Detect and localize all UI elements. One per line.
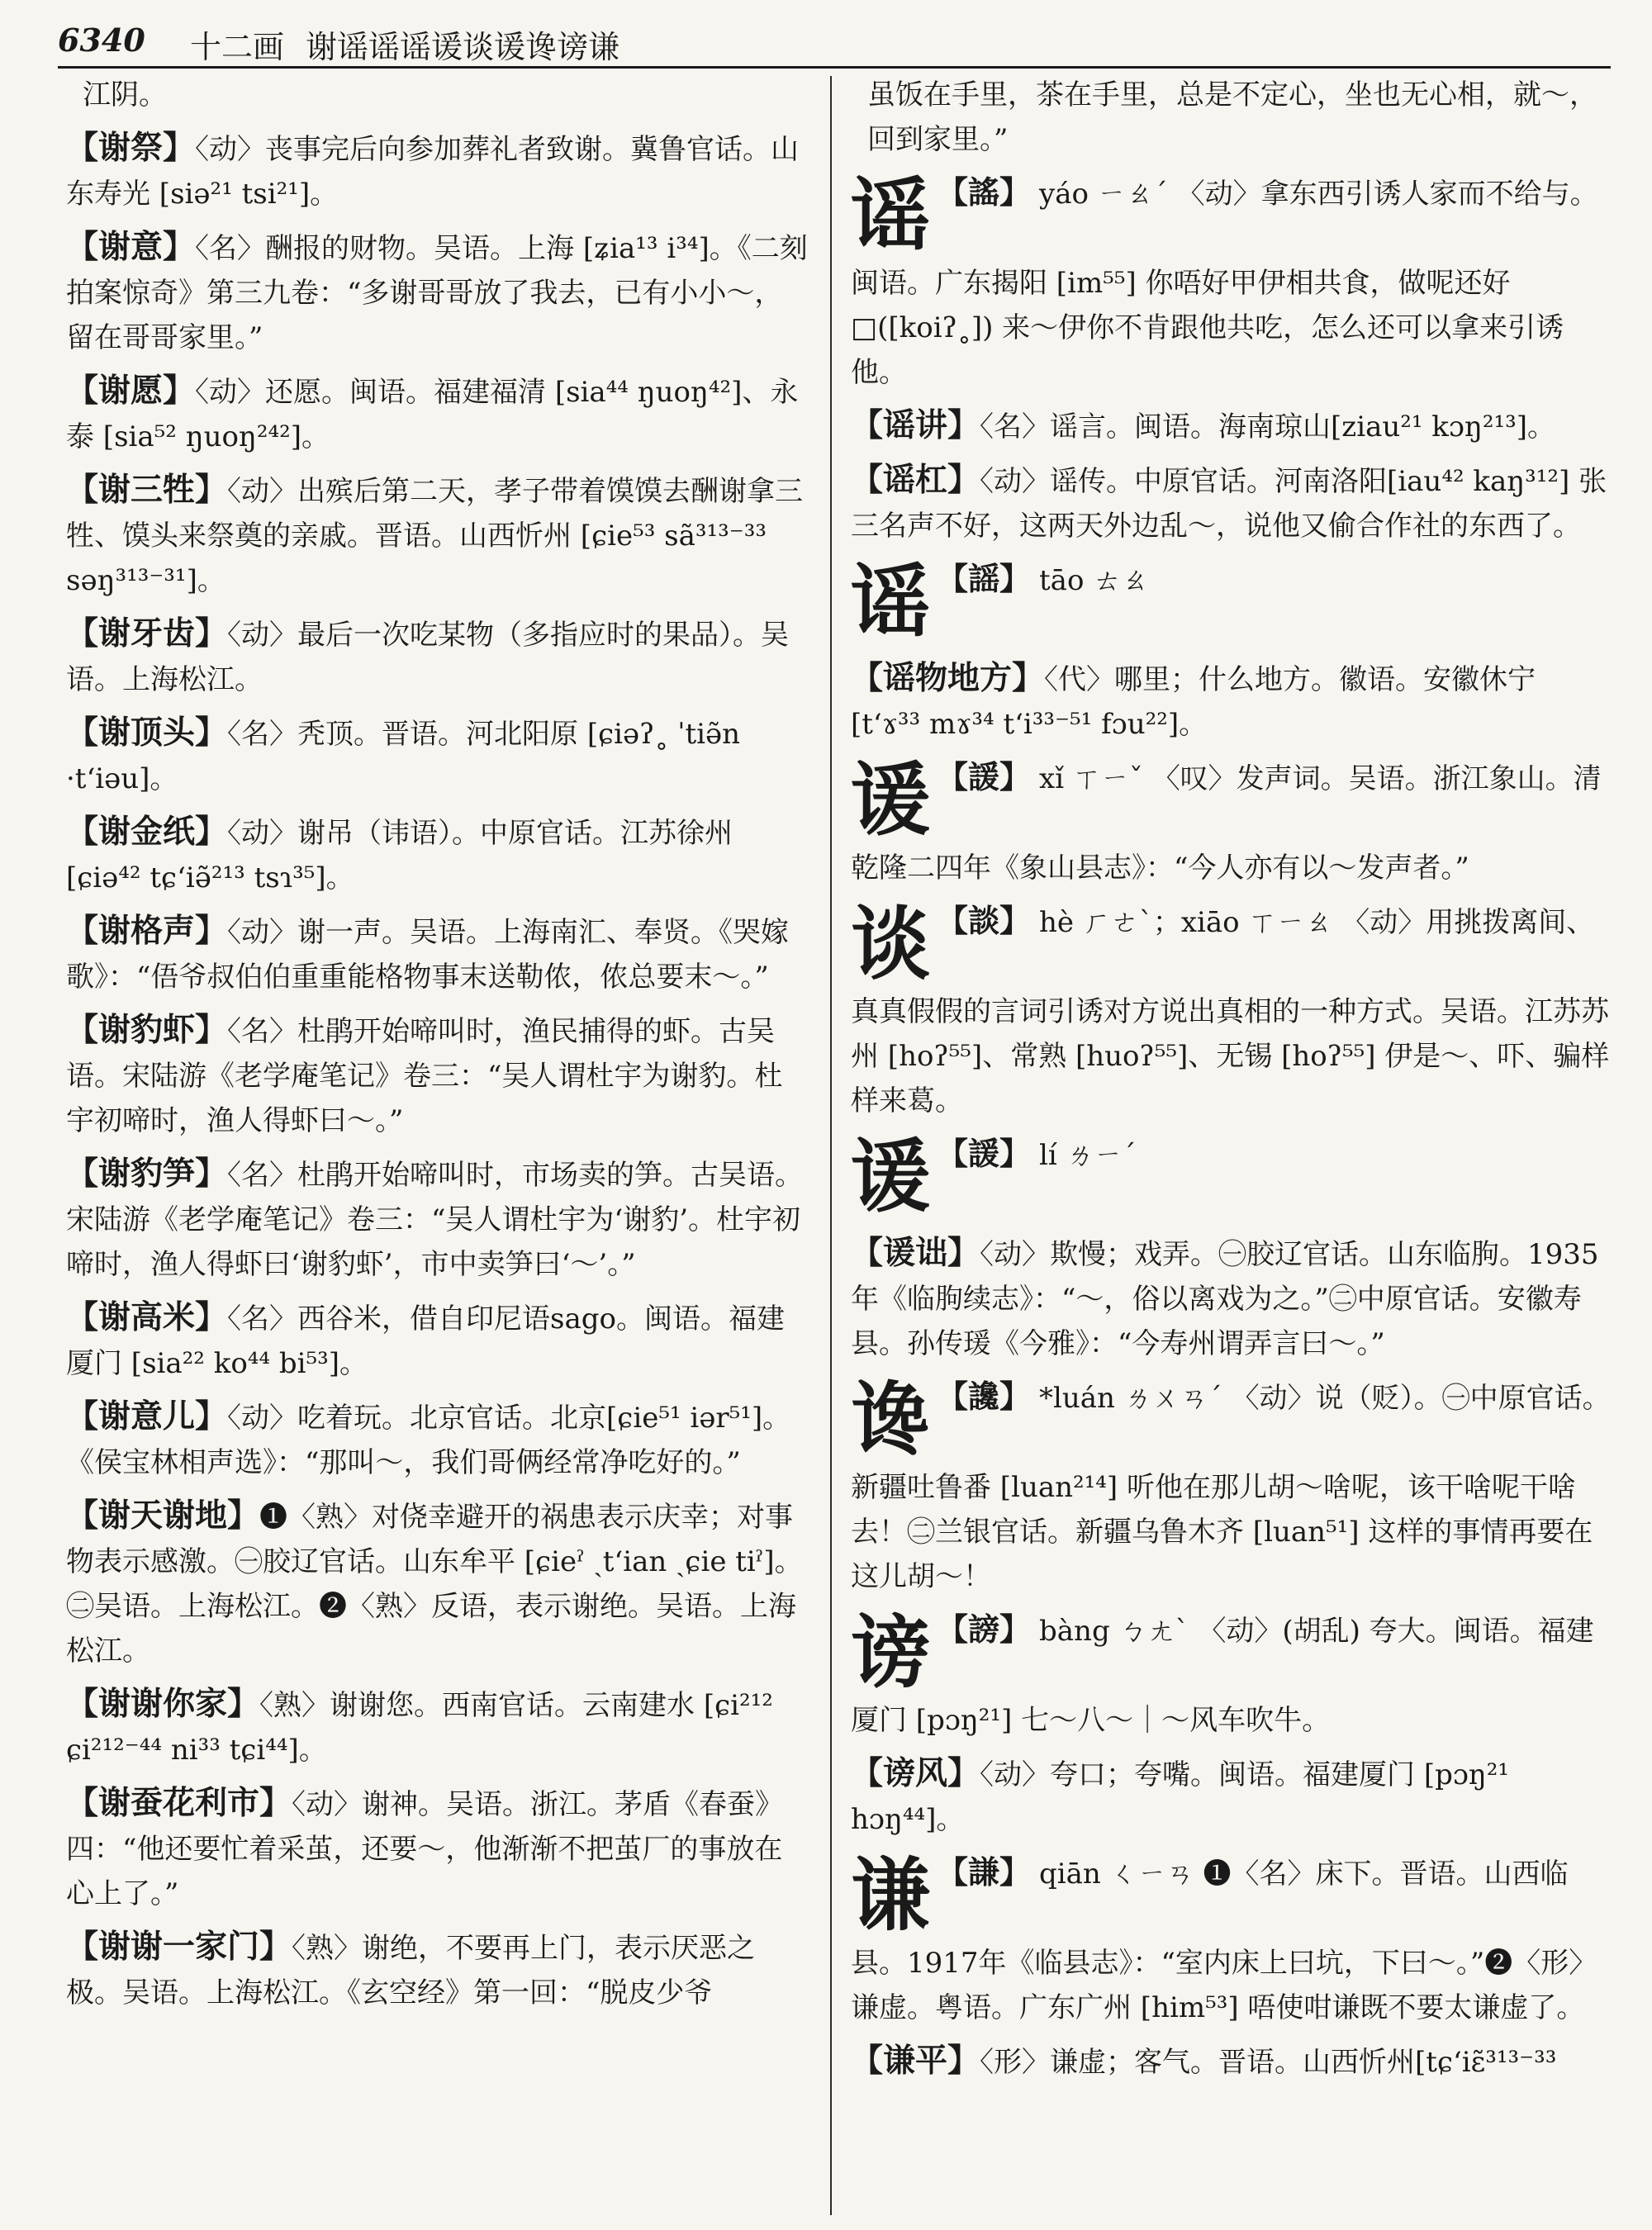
header-rule — [58, 66, 1611, 69]
entry-continuation: 虽饭在手里，茶在手里，总是不定心，坐也无心相，就～，回到家里。” — [867, 78, 1597, 156]
char-entry: 谈 【談】 hè ㄏㄜˋ；xiāo ㄒㄧㄠ 〈动〉用挑拨离间、真真假假的言词引诱对方说出真相的一种方式。吴语。江苏苏州 [hoʔ⁵⁵]、常熟 [huoʔ⁵⁵]、无锡 [hoʔ⁵⁵] 伊是～、吓、骗样样来葛。 — [851, 897, 1610, 1117]
column-divider — [830, 76, 832, 2215]
head-character: 谣 — [851, 168, 930, 262]
header-characters: 谢谣谣谣谖谈谖谗谤谦 — [306, 29, 620, 65]
entry: 【谣讲】〈名〉谣言。闽语。海南琼山[ziau²¹ kɔŋ²¹³]。 — [851, 406, 1555, 444]
entry: 【谢高米】〈名〉西谷米，借自印尼语sago。闽语。福建厦门 [sia²² ko⁴⁴ bi⁵³]。 — [66, 1298, 785, 1380]
entry: 【谢顶头】〈名〉秃顶。晋语。河北阳原 [ɕiəʔ˳ ˈtiə̃n ·tʻiəu]。 — [66, 714, 741, 795]
head-character: 谦 — [851, 1848, 930, 1942]
entry: 【谢谢你家】〈熟〉谢谢您。西南官话。云南建水 [ɕi²¹² ɕi²¹²⁻⁴⁴ ni³³ tɕi⁴⁴]。 — [66, 1685, 773, 1767]
entry: 【谦平】〈形〉谦虚；客气。晋语。山西忻州[tɕʻiɛ̃³¹³⁻³³ — [851, 2042, 1557, 2080]
entry: 【谢意儿】〈动〉吃着玩。北京官话。北京[ɕie⁵¹ iər⁵¹]。《侯宝林相声选》：“那叫～，我们哥俩经常净吃好的。” — [66, 1397, 791, 1479]
head-character: 谤 — [851, 1606, 930, 1699]
entry: 【谢豹笋】〈名〉杜鹃开始啼叫时，市场卖的笋。古吴语。宋陆游《老学庵笔记》卷三：“吴人谓杜宇为‘谢豹’。杜宇初啼时，渔人得虾曰‘谢豹虾’，市中卖笋曰‘～’。” — [66, 1155, 804, 1281]
entry: 【谢愿】〈动〉还愿。闽语。福建福清 [sia⁴⁴ ŋuoŋ⁴²]、永泰 [sia⁵² ŋuoŋ²⁴²]。 — [66, 372, 799, 453]
entry: 【谢格声】〈动〉谢一声。吴语。上海南汇、奉贤。《哭嫁歌》：“俉爷叔伯伯重重能格物事末送勒侬，侬总要末～。” — [66, 912, 790, 994]
stroke-count: 十二画 — [190, 29, 285, 65]
head-character: 谖 — [851, 753, 930, 847]
char-entry: 谦 【謙】 qiān ㄑㄧㄢ ❶〈名〉床下。晋语。山西临县。1917年《临县志》：“室内床上曰坑，下曰～。”❷〈形〉谦虚。粤语。广东广州 [him⁵³] 唔使咁谦既不要太谦虚了。 — [851, 1848, 1597, 2024]
entry: 【谢蚕花利市】〈动〉谢神。吴语。浙江。茅盾《春蚕》四：“他还要忙着采茧，还要～，他渐渐不把茧厂的事放在心上了。” — [66, 1784, 784, 1910]
head-character: 谖 — [851, 1130, 930, 1223]
entry: 【谢天谢地】❶〈熟〉对侥幸避开的祸患表示庆幸；对事物表示感激。㊀胶辽官话。山东牟平 [ɕieˀ ˏtʻian ˏɕie tiˀ]。㊁吴语。上海松江。❷〈熟〉反语，表示谢绝。吴语。上海松江。 — [66, 1497, 803, 1668]
page-header — [58, 15, 1611, 64]
entry: 【谣杠】〈动〉谣传。中原官话。河南洛阳[iau⁴² kaŋ³¹²] 张三名声不好，这两天外边乱～，说他又偷合作社的东西了。 — [851, 461, 1607, 543]
entry: 【谢金纸】〈动〉谢吊（讳语）。中原官话。江苏徐州 [ɕiə⁴² tɕʻiə̃²¹³ tsɿ³⁵]。 — [66, 813, 733, 894]
entry: 【谣物地方】〈代〉哪里；什么地方。徽语。安徽休宁 [tʻɤ³³ mɤ³⁴ tʻi³³⁻⁵¹ fɔu²²]。 — [851, 659, 1536, 741]
head-character: 谈 — [851, 897, 930, 990]
head-character: 谣 — [851, 555, 930, 648]
entry: 【谢三牲】〈动〉出殡后第二天，孝子带着馍馍去酬谢拿三牲、馍头来祭奠的亲戚。晋语。山西忻州 [ɕie⁵³ sã³¹³⁻³³ səŋ³¹³⁻³¹]。 — [66, 471, 804, 597]
entry: 【谢豹虾】〈名〉杜鹃开始啼叫时，渔民捕得的虾。古吴语。宋陆游《老学庵笔记》卷三：“吴人谓杜宇为谢豹。杜宇初啼时，渔人得虾曰～。” — [66, 1011, 783, 1137]
entry: 【谢意】〈名〉酬报的财物。吴语。上海 [ʑia¹³ i³⁴]。《二刻拍案惊奇》第三九卷：“多谢哥哥放了我去，已有小小～，留在哥哥家里。” — [66, 228, 808, 354]
entry: 【谤风】〈动〉夸口；夸嘴。闽语。福建厦门 [pɔŋ²¹ hɔŋ⁴⁴]。 — [851, 1754, 1510, 1836]
char-entry: 谗 【讒】 *luán ㄌㄨㄢˊ 〈动〉说（贬）。㊀中原官话。新疆吐鲁番 [luan²¹⁴] 听他在那儿胡～啥呢，该干啥呢干啥去！㊁兰银官话。新疆乌鲁木齐 [luan⁵¹] 这样的事情再要在这儿胡～！ — [851, 1373, 1611, 1593]
page-number: 6340 — [58, 21, 145, 59]
char-entry: 谖 【諼】 lí ㄌㄧˊ — [851, 1130, 1137, 1223]
left-column — [66, 73, 809, 2220]
char-entry: 谖 【諼】 xǐ ㄒㄧˇ 〈叹〉发声词。吴语。浙江象山。清乾隆二四年《象山县志》：“今人亦有以～发声者。” — [851, 753, 1602, 885]
entry: 【谢祭】〈动〉丧事完后向参加葬礼者致谢。冀鲁官话。山东寿光 [siə²¹ tsi²¹]。 — [66, 129, 800, 211]
char-entry: 谣 【謠】 yáo ㄧㄠˊ 〈动〉拿东西引诱人家而不给与。闽语。广东揭阳 [im⁵⁵] 你唔好甲伊相共食，做呢还好□([koiʔ˳]) 来～伊你不肯跟他共吃，怎么还可以拿来引诱他。 — [851, 168, 1598, 389]
head-character: 谗 — [851, 1373, 930, 1466]
entry: 【谖诎】〈动〉欺慢；戏弄。㊀胶辽官话。山东临朐。1935年《临朐续志》：“～，俗以离戏为之。”㊁中原官话。安徽寿县。孙传瑗《今雅》：“今寿州谓弄言曰～。” — [851, 1234, 1599, 1360]
entry-continuation: 江阴。 — [83, 78, 167, 112]
entry: 【谢谢一家门】〈熟〉谢绝，不要再上门，表示厌恶之极。吴语。上海松江。《玄空经》第一回：“脱皮少爷 — [66, 1928, 756, 2009]
right-column — [851, 73, 1611, 2220]
char-entry: 谤 【謗】 bàng ㄅㄤˋ 〈动〉(胡乱) 夸大。闽语。福建厦门 [pɔŋ²¹] 七～八～｜～风车吹牛。 — [851, 1606, 1594, 1737]
char-entry: 谣 【謡】 tāo ㄊㄠ — [851, 555, 1150, 648]
entry: 【谢牙齿】〈动〉最后一次吃某物（多指应时的果品）。吴语。上海松江。 — [66, 614, 790, 696]
